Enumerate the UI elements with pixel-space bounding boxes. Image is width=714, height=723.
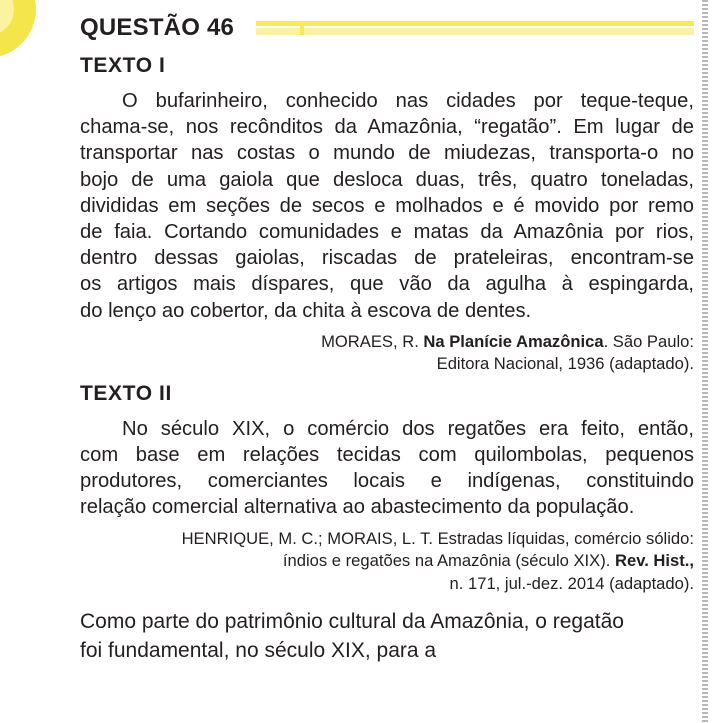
- texto2-line: relação comercial alternativa ao abastecimento da população.: [80, 496, 635, 519]
- citation-title: Na Planície Amazônica: [423, 331, 604, 351]
- texto2-line: com base em relações tecidas com quilombolas, pequenos: [80, 444, 694, 467]
- texto1-line: bojo de uma gaiola que desloca duas, três, quatro toneladas,: [80, 168, 694, 191]
- texto2-body: [80, 416, 694, 521]
- citation-text: ,: [689, 551, 694, 571]
- texto2-line: produtores, comerciantes locais e indígenas, constituindo: [80, 470, 694, 493]
- citation-line: [80, 331, 694, 354]
- texto1-line: os artigos mais díspares, que vão da agulha à espingarda,: [80, 273, 694, 296]
- texto2-citation: [80, 528, 694, 596]
- texto1-body: [80, 88, 694, 324]
- texto1-line: chama-se, nos recônditos da Amazônia, “regatão”. Em lugar de: [80, 116, 694, 139]
- question-stem: [80, 607, 694, 665]
- texto1-line: divididas em seções de secos e molhados e é movido por remo: [80, 194, 694, 217]
- texto1-line: do lenço ao cobertor, da chita à escova de dentes.: [80, 299, 532, 322]
- corner-decoration: [0, 0, 36, 58]
- question-content: [80, 14, 694, 665]
- citation-author: MORAES, R.: [321, 331, 424, 351]
- question-title: QUESTÃO 46: [80, 14, 235, 41]
- citation-line: Editora Nacional, 1936 (adaptado).: [436, 354, 694, 374]
- texto2-heading: TEXTO II: [80, 381, 172, 405]
- citation-line: HENRIQUE, M. C.; MORAIS, L. T. Estradas líquidas, comércio sólido:: [181, 528, 694, 548]
- citation-text: índios e regatões na Amazônia (século XIX).: [282, 551, 615, 571]
- page-edge-rule: [702, 0, 708, 723]
- texto1-line: dentro dessas gaiolas, riscadas de prateleiras, encontram-se: [80, 247, 694, 270]
- question-header: [80, 14, 694, 42]
- header-decorative-bar: [256, 19, 694, 37]
- citation-rest: . São Paulo:: [603, 331, 694, 351]
- texto1-line: de faia. Cortando comunidades e matas da Amazônia por rios,: [80, 221, 694, 244]
- stem-line: foi fundamental, no século XIX, para a: [80, 639, 437, 663]
- texto1-heading: TEXTO I: [80, 54, 166, 77]
- stem-line: Como parte do patrimônio cultural da Amazônia, o regatão: [80, 610, 624, 634]
- texto2-line: No século XIX, o comércio dos regatões era feito, então,: [122, 417, 694, 440]
- texto1-line: transportar nas costas o mundo de miudezas, transporta-o no: [80, 142, 694, 165]
- texto1-citation: [80, 331, 694, 376]
- texto1-line: O bufarinheiro, conhecido nas cidades por teque-teque,: [122, 90, 694, 112]
- citation-line: [80, 550, 694, 573]
- citation-line: n. 171, jul.-dez. 2014 (adaptado).: [449, 573, 694, 593]
- citation-journal: Rev. Hist.: [614, 551, 690, 571]
